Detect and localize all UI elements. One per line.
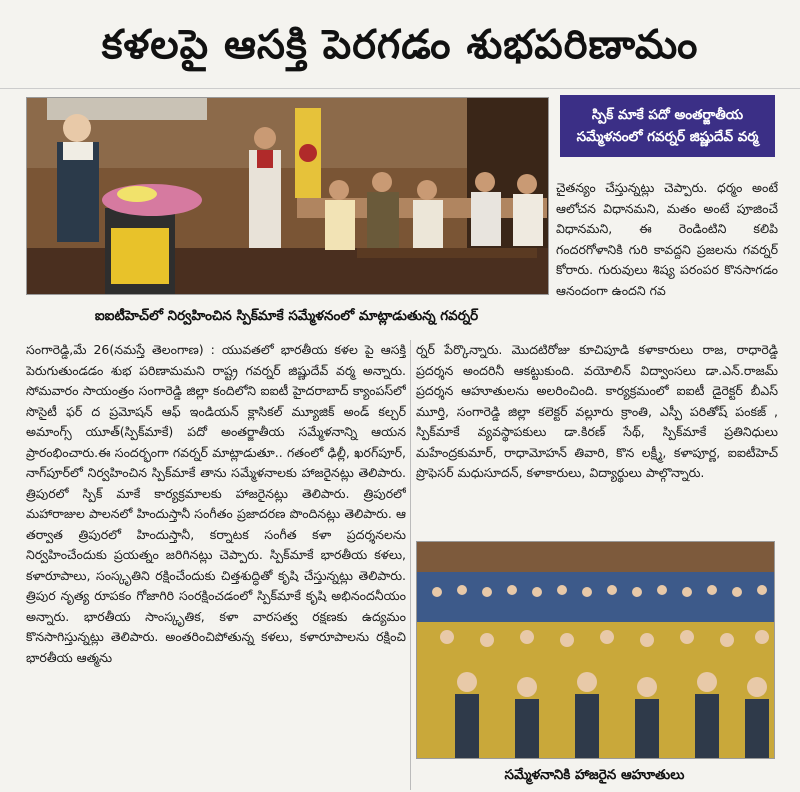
- article-column-left: [26, 340, 406, 792]
- article-column-right-mid: [416, 340, 778, 532]
- audience-illustration: [417, 542, 774, 758]
- bottom-photo-caption: సమ్మేళనానికి హాజరైన ఆహూతులు: [504, 767, 685, 783]
- article-text-right-top: చైతన్యం చేస్తున్నట్లు చెప్పారు. ధర్మం అంటే ఆలోచన విధానమని, మతం అంటే పూజించే విధానమని, ఈ రెండింటిని కలిపి గందరగోళానికి గురి కావద్దని ప్రజలను గవర్నర్ కోరారు. గురువులు శిష్య పరంపర కొనసాగడం ఆనందంగా ఉందని గవ: [556, 180, 778, 298]
- governor-speech-photo: [26, 97, 549, 295]
- headline: కళలపై ఆసక్తి పెరగడం శుభపరిణామం: [101, 22, 699, 68]
- column-divider: [410, 340, 411, 790]
- side-heading: స్పిక్ మాకే పదో అంతర్జాతీయ సమ్మేళనంలో గవర్నర్ జిష్ణుదేవ్ వర్మ: [560, 95, 775, 157]
- article-text-right-mid: ర్నర్ పేర్కొన్నారు. మొదటిరోజు కూచిపూడి కళాకారులు రాజ, రాధారెడ్డి ప్రదర్శన అందరినీ ఆకట్టుకుంది. వయోలిన్ విద్వాంసలు డా.ఎన్.రాజమ్ ప్రదర్శన ఆహూతులను అలరించింది. కార్యక్రమంలో ఐఐటీ డైరెక్టర్ బీఎస్ మూర్తి, సంగారెడ్డి జిల్లా కలెక్టర్ వల్లూరు క్రాంతి, ఎస్పీ పరితోష్ పంకజ్ , స్పిక్‌మాకే వ్యవస్థాపకులు డా.కిరణ్ సేథ్, స్పిక్‌మాకే ప్రతినిధులు మహేంద్రకుమార్, రాధామోహన్ తివారి, కొన లక్ష్మీ, కళాపూర్ణ, ఐఐటీహెచ్ ప్రొఫెసర్ మధుసూదన్, కళాకారులు, విద్యార్థులు పాల్గొన్నారు.: [416, 342, 778, 480]
- article-column-right-top: [556, 178, 778, 338]
- audience-photo: [416, 541, 775, 759]
- stage-scene-illustration: [27, 98, 548, 294]
- article-text-left: సంగారెడ్డి,మే 26(నమస్తే తెలంగాణ) : యువతలో భారతీయ కళల పై ఆసక్తి పెరుగుతుండడం శుభ పరిణామమని రాష్ట్ర గవర్నర్ జిష్ణుదేవ్ వర్మ అన్నారు. సోమవారం సాయంత్రం సంగారెడ్డి జిల్లా కందిలోని ఐఐటీ హైదరాబాద్ క్యాంపస్‌లో సొసైటీ ఫర్ ద ప్రమోషన్ ఆఫ్ ఇండియన్ క్లాసికల్ మ్యూజిక్ అండ్ కల్చర్ అమాంగ్స్ యూత్(స్పిక్‌మాకే) పదో అంతర్జాతీయ సమ్మేళనాన్ని ఆయన ప్రారంభించారు.ఈ సందర్భంగా గవర్నర్ మాట్లాడుతూ.. గతంలో ఢిల్లీ, ఖరగ్‌పూర్, నాగ్‌పూర్‌లో నిర్వహించిన స్పిక్‌మాకే తాను సమ్మేళనాలకు హాజరైనట్లు తెలిపారు. త్రిపురలో స్పిక్ మాకే కార్యక్రమాలకు హాజరైనట్లు తెలిపారు. త్రిపురలో మహారాజుల పాలనలో హిందుస్తానీ సంగీతం ప్రజాదరణ పొందినట్లు తెలిపారు. ఆ తర్వాత త్రిపురలో హిందుస్తానీ, కర్నాటక సంగీత కళా ప్రదర్శనలను నిర్వహించేందుకు ప్రయత్నం జరిగినట్లు చెప్పారు. స్పిక్‌మాకే భారతీయ కళలు, కళారూపాలు, సంస్కృతిని రక్షించేందుకు చిత్తశుద్ధితో కృషి చేస్తున్నట్లు తెలిపారు. త్రిపుర నృత్య రూపకం గోజాగిరి సంరక్షించడంలో స్పిక్‌మాకే కృషి అభినందనీయం అన్నారు. భారతీయ సాంస్కృతిక, కళా వారసత్వ రక్షణకు ఉద్యమం కొనసాగిస్తున్నట్లు తెలిపారు. అంతరించిపోతున్న కళలు, కళారూపాలను రక్షించి భారతీయ ఆత్మను: [26, 342, 406, 665]
- headline-divider: [0, 88, 800, 89]
- top-photo-caption: ఐఐటీహెచ్‌లో నిర్వహించిన స్పిక్‌మాకే సమ్మేళనంలో మాట్లాడుతున్న గవర్నర్: [94, 308, 479, 324]
